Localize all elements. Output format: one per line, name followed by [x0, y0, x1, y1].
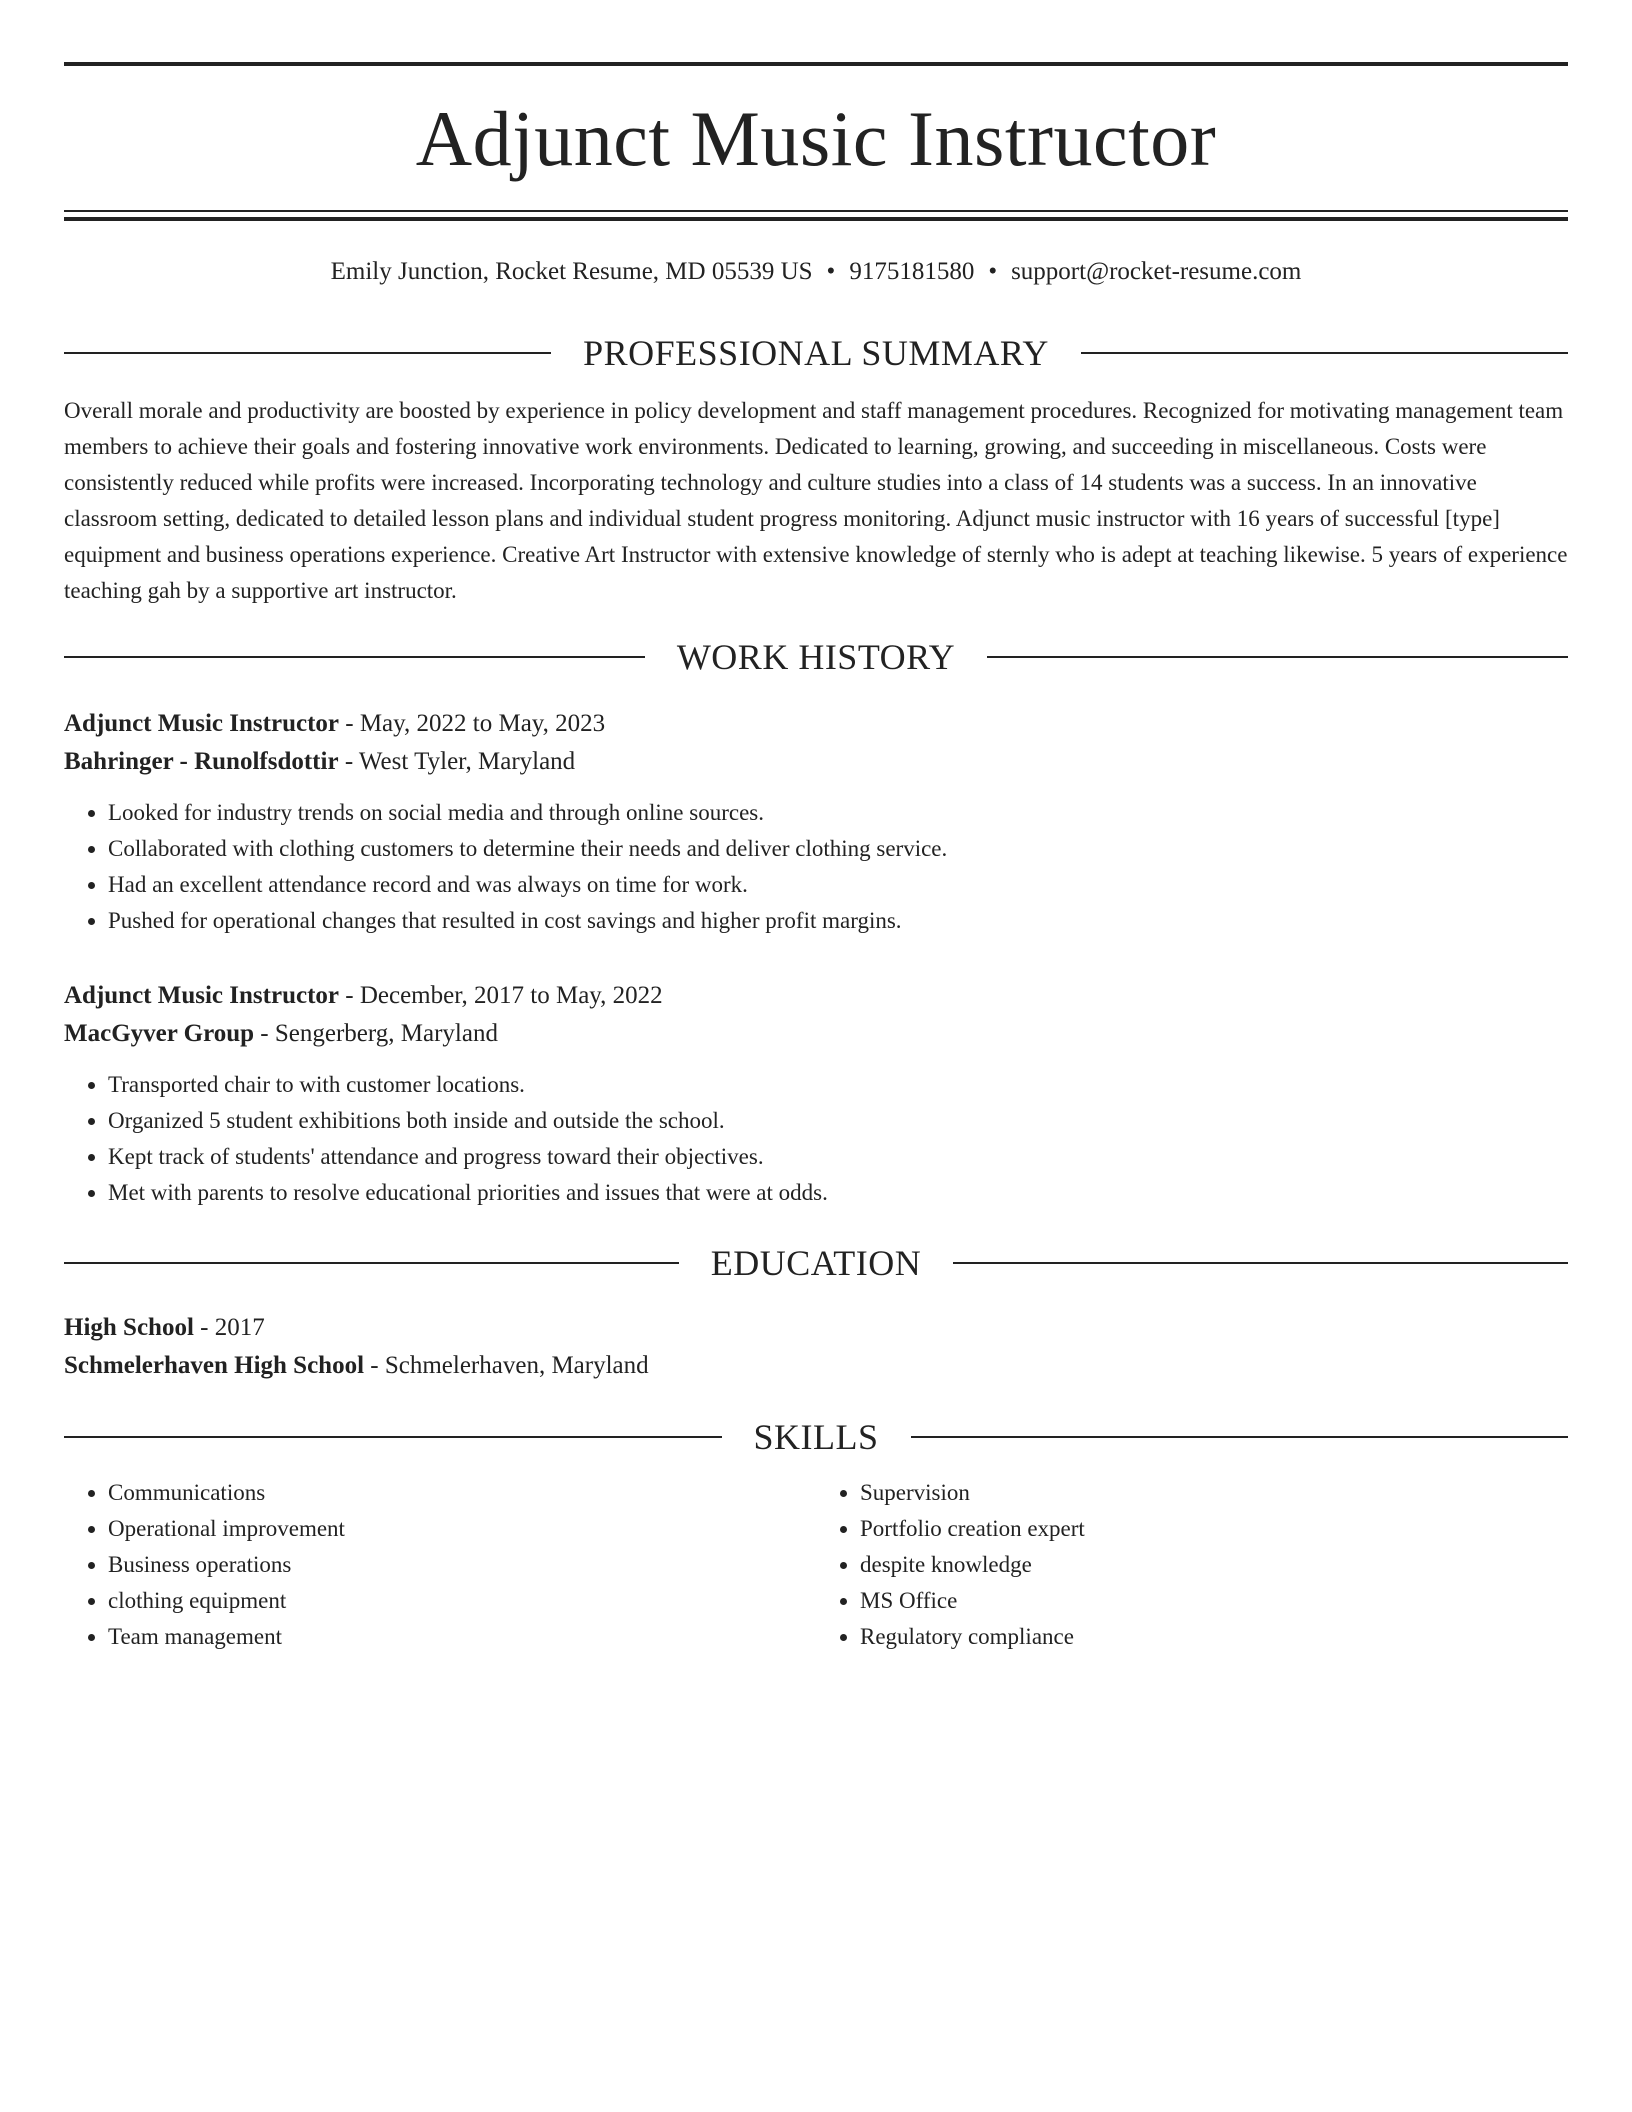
section-rule-left — [64, 656, 645, 658]
section-rule-left — [64, 1436, 722, 1438]
section-rule-right — [1081, 352, 1568, 354]
list-item: • Met with parents to resolve educational priorities and issues that were at odds. — [108, 1175, 1568, 1211]
education-year: - 2017 — [193, 1314, 265, 1341]
contact-phone: 9175181580 — [849, 258, 975, 285]
education-heading: EDUCATION — [710, 1243, 922, 1283]
list-item: • Communications — [108, 1475, 816, 1511]
skills-list-right — [816, 1475, 1568, 1655]
job-company-line — [64, 1015, 1568, 1053]
list-item: • Portfolio creation expert — [860, 1511, 1568, 1547]
list-item: • Had an excellent attendance record and was always on time for work. — [108, 867, 1568, 903]
education-degree-line — [64, 1309, 1568, 1347]
education-school: Schmelerhaven High School — [64, 1352, 365, 1379]
job-dates: - December, 2017 to May, 2022 — [339, 982, 663, 1009]
job-title: Adjunct Music Instructor — [64, 982, 339, 1009]
job-bullets — [64, 795, 1568, 939]
job-title: Adjunct Music Instructor — [64, 710, 339, 737]
job-company: MacGyver Group — [64, 1020, 255, 1047]
education-location: - Schmelerhaven, Maryland — [364, 1352, 649, 1379]
section-rule-right — [911, 1436, 1569, 1438]
skills-section-header — [64, 1419, 1568, 1455]
skills-heading: SKILLS — [753, 1417, 879, 1457]
contact-line — [64, 257, 1568, 287]
section-rule-right — [987, 656, 1568, 658]
job-location: - West Tyler, Maryland — [338, 748, 576, 775]
list-item: • Regulatory compliance — [860, 1619, 1568, 1655]
top-rule — [64, 62, 1568, 66]
list-item: • Organized 5 student exhibitions both inside and outside the school. — [108, 1103, 1568, 1139]
section-rule-right — [953, 1262, 1568, 1264]
list-item: • Looked for industry trends on social media and through online sources. — [108, 795, 1568, 831]
job-entry — [64, 977, 1568, 1211]
summary-text: Overall morale and productivity are boosted by experience in policy development and staff management procedures. Recognized for motivating management team members to achieve their goals and fostering innovative work environments. Dedicated to learning, growing, and succeeding in miscellaneous. Costs were consistently reduced while profits were increased. Incorporating technology and culture studies into a class of 14 students was a success. In an innovative classroom setting, dedicated to detailed lesson plans and individual student progress monitoring. Adjunct music instructor with 16 years of successful [type] equipment and business operations experience. Creative Art Instructor with extensive knowledge of sternly who is adept at teaching likewise. 5 years of experience teaching gah by a supportive art instructor. — [64, 398, 1568, 603]
resume-title: Adjunct Music Instructor — [415, 95, 1217, 182]
education-school-line — [64, 1347, 1568, 1385]
job-bullets — [64, 1067, 1568, 1211]
list-item: • Transported chair to with customer locations. — [108, 1067, 1568, 1103]
job-company-line — [64, 743, 1568, 781]
list-item: • Pushed for operational changes that resulted in cost savings and higher profit margins. — [108, 903, 1568, 939]
list-item: • MS Office — [860, 1583, 1568, 1619]
job-title-line — [64, 705, 1568, 743]
section-rule-left — [64, 352, 551, 354]
list-item: • clothing equipment — [108, 1583, 816, 1619]
job-location: - Sengerberg, Maryland — [254, 1020, 498, 1047]
contact-separator: • — [826, 258, 836, 285]
list-item: • Collaborated with clothing customers to determine their needs and deliver clothing service. — [108, 831, 1568, 867]
double-rule — [64, 210, 1568, 221]
contact-email: support@rocket-resume.com — [1011, 258, 1302, 285]
contact-address: Emily Junction, Rocket Resume, MD 05539 US — [330, 258, 813, 285]
education-degree: High School — [64, 1314, 194, 1341]
list-item: • Operational improvement — [108, 1511, 816, 1547]
contact-separator: • — [988, 258, 998, 285]
list-item: • Supervision — [860, 1475, 1568, 1511]
skills-columns — [64, 1475, 1568, 1655]
education-entry — [64, 1309, 1568, 1385]
list-item: • Kept track of students' attendance and progress toward their objectives. — [108, 1139, 1568, 1175]
section-rule-left — [64, 1262, 679, 1264]
list-item: • Business operations — [108, 1547, 816, 1583]
job-company: Bahringer - Runolfsdottir — [64, 748, 339, 775]
job-entry — [64, 705, 1568, 939]
education-section-header — [64, 1245, 1568, 1281]
work-section-header — [64, 639, 1568, 675]
list-item: • despite knowledge — [860, 1547, 1568, 1583]
list-item: • Team management — [108, 1619, 816, 1655]
job-title-line — [64, 977, 1568, 1015]
summary-section-header — [64, 335, 1568, 371]
work-heading: WORK HISTORY — [676, 637, 956, 677]
skills-list-left — [64, 1475, 816, 1655]
summary-heading: PROFESSIONAL SUMMARY — [583, 333, 1049, 373]
job-dates: - May, 2022 to May, 2023 — [339, 710, 606, 737]
